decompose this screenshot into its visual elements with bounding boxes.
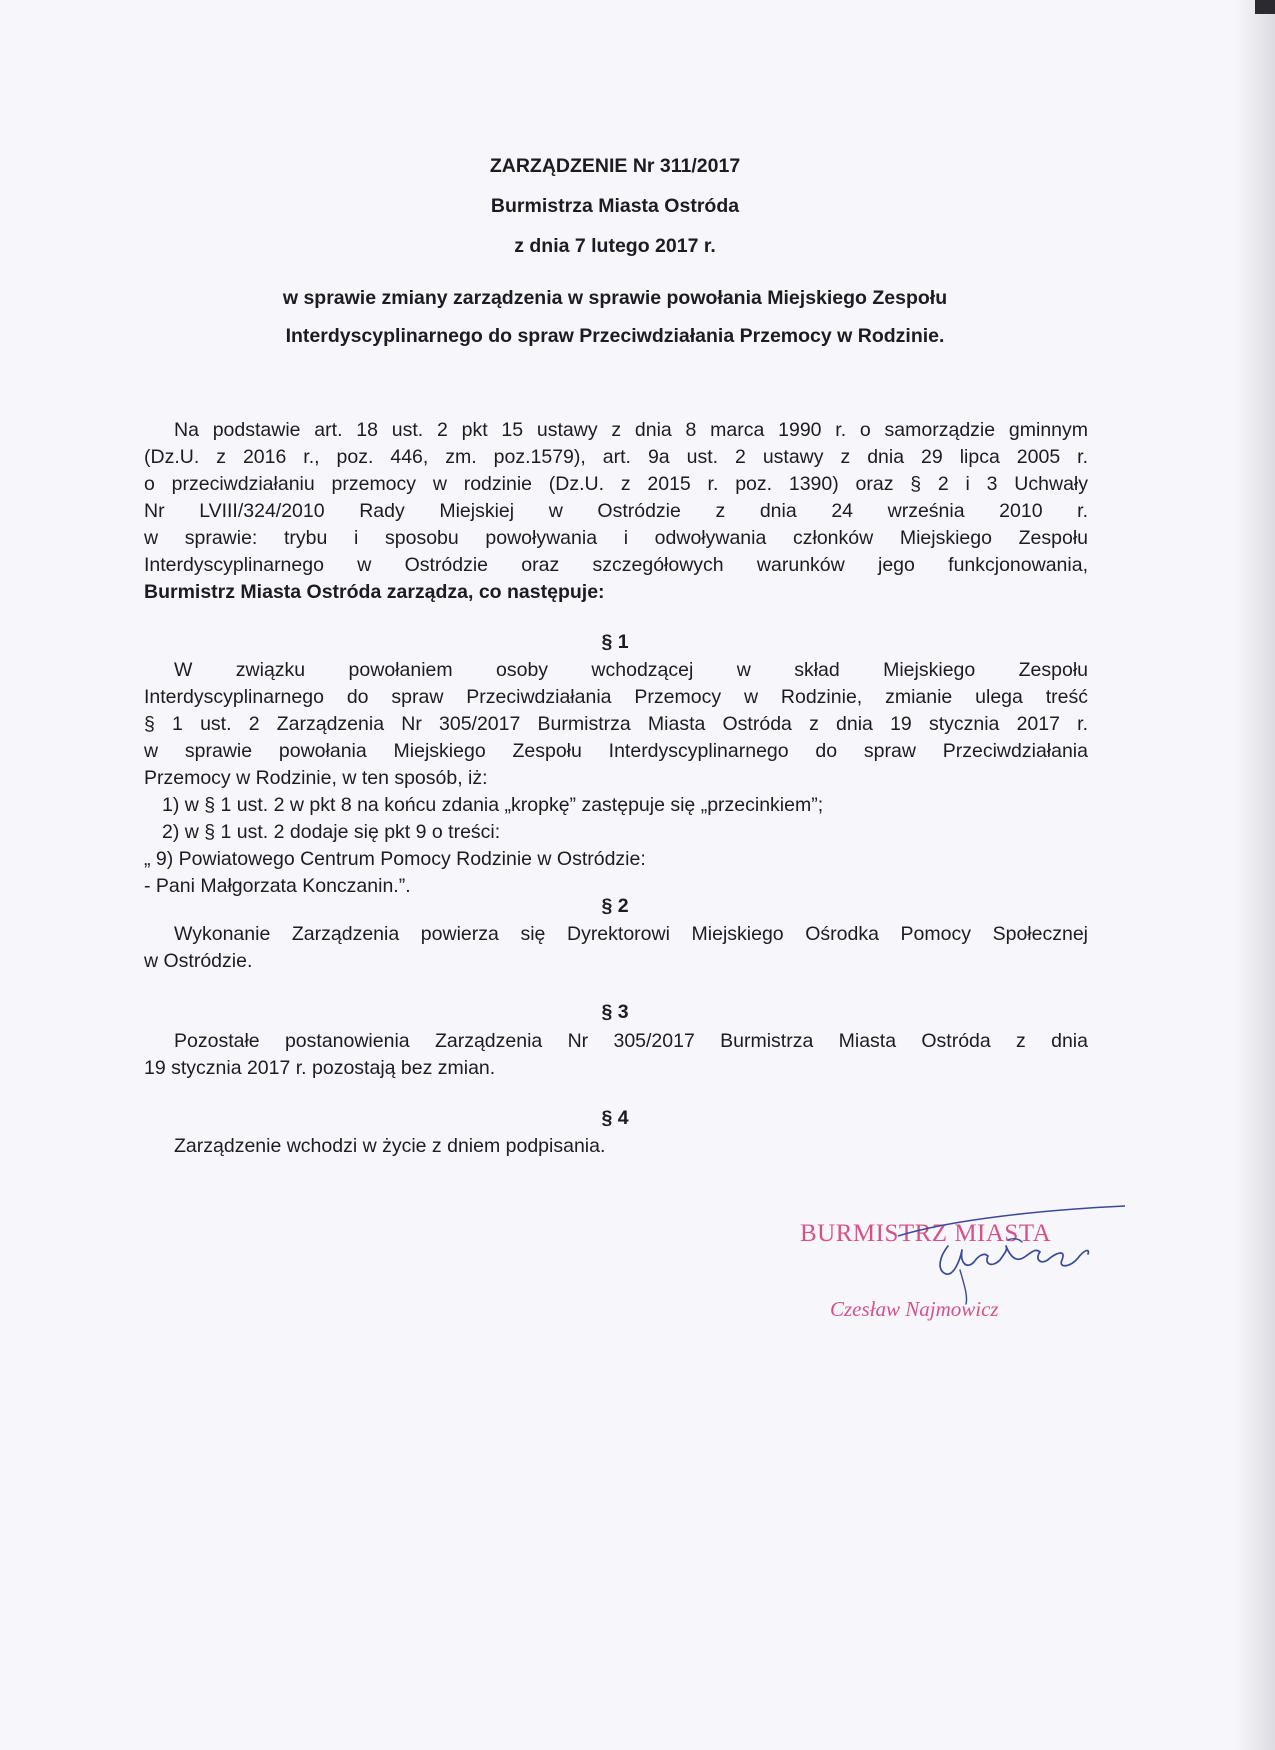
section-1-line: Przemocy w Rodzinie, w ten sposób, iż: — [144, 767, 488, 789]
document-subject-line-1: w sprawie zmiany zarządzenia w sprawie powołania Miejskiego Zespołu — [282, 287, 948, 309]
section-3-line: 19 stycznia 2017 r. pozostają bez zmian. — [144, 1057, 496, 1079]
section-1-line: § 1 ust. 2 Zarządzenia Nr 305/2017 Burmistrza Miasta Ostróda z dnia 19 stycznia 2017 r. — [144, 713, 1088, 735]
document-issuer: Burmistrza Miasta Ostróda — [490, 195, 740, 217]
section-1-line: W związku powołaniem osoby wchodzącej w skład Miejskiego Zespołu — [174, 659, 1088, 681]
section-1-line: Interdyscyplinarnego do spraw Przeciwdziałania Przemocy w Rodzinie, zmianie ulega treść — [144, 686, 1088, 708]
handwritten-signature — [890, 1198, 1130, 1308]
section-1-item-2: 2) w § 1 ust. 2 dodaje się pkt 9 o treści: — [162, 821, 501, 843]
page-edge-shadow — [1235, 0, 1275, 1750]
document-date: z dnia 7 lutego 2017 r. — [514, 235, 716, 257]
section-1-line: w sprawie powołania Miejskiego Zespołu Interdyscyplinarnego do spraw Przeciwdziałania — [144, 740, 1088, 762]
scan-corner-mark — [1255, 0, 1275, 14]
stamp-title: BURMISTRZ MIASTA — [800, 1220, 1052, 1247]
section-1-item-1: 1) w § 1 ust. 2 w pkt 8 na końcu zdania „kropkę” zastępuje się „przecinkiem”; — [162, 794, 824, 816]
section-1-quote-line: - Pani Małgorzata Konczanin.”. — [144, 875, 411, 897]
section-2-line: Wykonanie Zarządzenia powierza się Dyrektorowi Miejskiego Ośrodka Pomocy Społecznej — [174, 923, 1088, 945]
section-4-heading: § 4 — [601, 1107, 629, 1129]
document-title: ZARZĄDZENIE Nr 311/2017 — [489, 155, 741, 177]
preamble-line: Na podstawie art. 18 ust. 2 pkt 15 ustawy z dnia 8 marca 1990 r. o samorządzie gminnym — [174, 419, 1088, 441]
section-2-heading: § 2 — [601, 895, 629, 917]
section-1-quote-line: „ 9) Powiatowego Centrum Pomocy Rodzinie w Ostródzie: — [144, 848, 646, 870]
preamble-line: o przeciwdziałaniu przemocy w rodzinie (Dz.U. z 2015 r. poz. 1390) oraz § 2 i 3 Uchwały — [144, 473, 1088, 495]
preamble-line: (Dz.U. z 2016 r., poz. 446, zm. poz.1579), art. 9a ust. 2 ustawy z dnia 29 lipca 2005 r. — [144, 446, 1088, 468]
section-3-line: Pozostałe postanowienia Zarządzenia Nr 305/2017 Burmistrza Miasta Ostróda z dnia — [174, 1030, 1088, 1052]
section-1-heading: § 1 — [601, 631, 629, 653]
preamble-line: Nr LVIII/324/2010 Rady Miejskiej w Ostródzie z dnia 24 września 2010 r. — [144, 500, 1088, 522]
section-3-heading: § 3 — [601, 1001, 629, 1023]
section-2-line: w Ostródzie. — [144, 950, 253, 972]
preamble-line: w sprawie: trybu i sposobu powoływania i odwoływania członków Miejskiego Zespołu — [144, 527, 1088, 549]
document-subject-line-2: Interdyscyplinarnego do spraw Przeciwdziałania Przemocy w Rodzinie. — [285, 325, 945, 347]
section-4-line: Zarządzenie wchodzi w życie z dniem podpisania. — [174, 1135, 606, 1157]
preamble-closing: Burmistrz Miasta Ostróda zarządza, co następuje: — [144, 581, 605, 603]
stamp-name: Czesław Najmowicz — [830, 1297, 999, 1321]
preamble-line: Interdyscyplinarnego w Ostródzie oraz szczegółowych warunków jego funkcjonowania, — [144, 554, 1088, 576]
